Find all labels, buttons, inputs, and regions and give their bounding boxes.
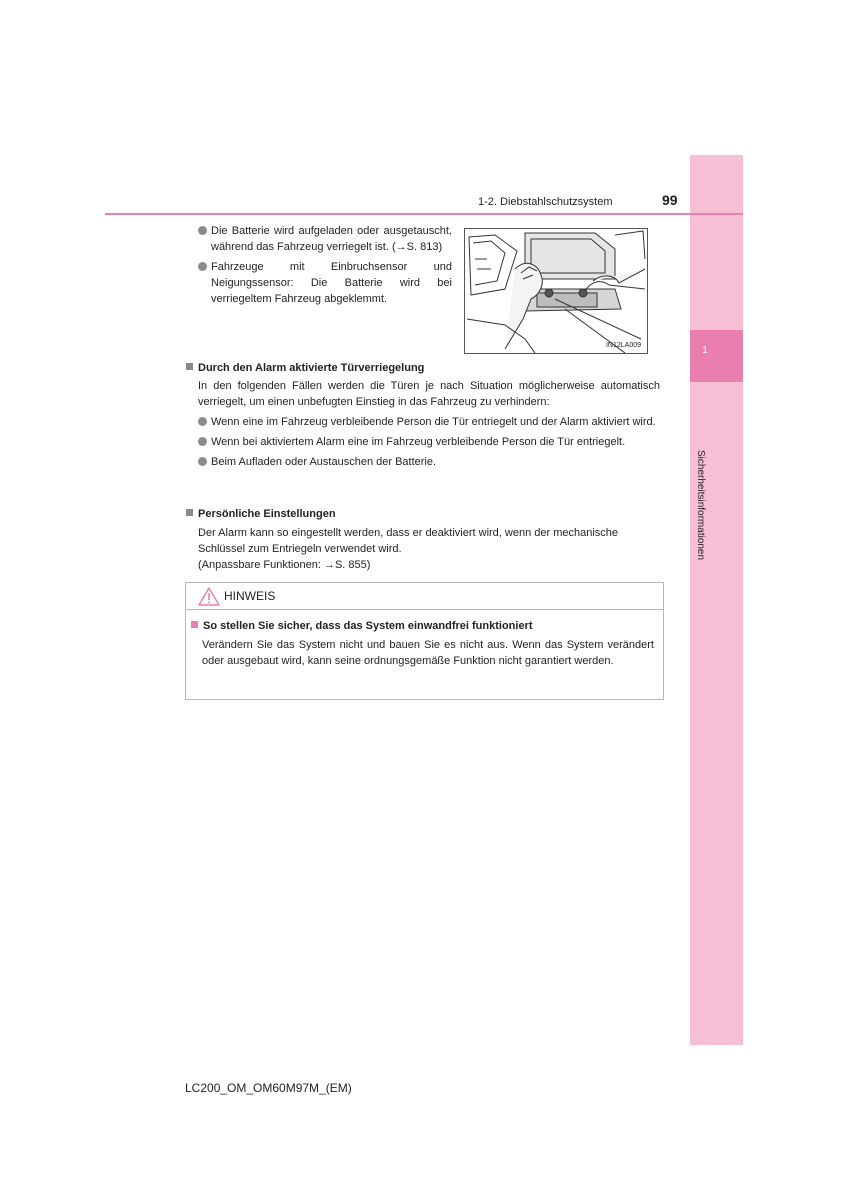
personal-settings-line2: (Anpassbare Funktionen: →S. 855) <box>198 559 371 571</box>
list-item <box>198 223 452 255</box>
bullet-text: Fahrzeuge mit Einbruchsensor und Neigungssensor: Die Batterie wird bei verriegeltem Fahrzeug abgeklemmt. <box>211 261 452 305</box>
battery-hands-illustration <box>465 229 647 353</box>
bullet-text: Wenn bei aktiviertem Alarm eine im Fahrzeug verbleibende Person die Tür entriegelt. <box>211 436 626 448</box>
list-item <box>198 434 660 450</box>
bullet-dot-icon <box>198 417 207 426</box>
door-lock-intro: In den folgenden Fällen werden die Türen je nach Situation möglicherweise automatisch verriegelt, um einen unbefugten Einstieg in das Fahrzeug zu verhindern: <box>198 380 660 408</box>
figure-code: IN12LA009 <box>605 342 641 349</box>
door-lock-heading <box>186 362 424 374</box>
bullet-text: Die Batterie wird aufgeladen oder ausgetauscht, während das Fahrzeug verriegelt ist. (→S. 813) <box>211 225 452 253</box>
personal-settings-line1: Der Alarm kann so eingestellt werden, dass er deaktiviert wird, wenn der mechanische Schlüssel zum Entriegeln verwendet wird. <box>198 527 619 555</box>
door-lock-bullet-list <box>198 414 660 474</box>
list-item <box>198 454 660 470</box>
chapter-side-tab <box>690 155 743 1045</box>
list-item <box>198 414 660 430</box>
header-rule <box>105 213 743 215</box>
bullet-dot-icon <box>198 437 207 446</box>
chapter-side-tab-active <box>690 330 743 382</box>
page-number: 99 <box>662 192 678 208</box>
notice-heading-text: So stellen Sie sicher, dass das System einwandfrei funktioniert <box>203 620 533 632</box>
square-bullet-icon <box>186 363 193 370</box>
bullet-dot-icon <box>198 226 207 235</box>
heading-text: Persönliche Einstellungen <box>198 508 336 520</box>
heading-text: Durch den Alarm aktivierte Türverriegelung <box>198 362 425 374</box>
list-item <box>198 259 452 307</box>
notice-box <box>185 582 664 700</box>
square-bullet-icon <box>186 509 193 516</box>
section-title: 1-2. Diebstahlschutzsystem <box>478 196 613 208</box>
personal-settings-text <box>198 525 660 573</box>
bullet-dot-icon <box>198 457 207 466</box>
top-bullet-list <box>198 223 452 311</box>
square-bullet-icon <box>191 621 198 628</box>
personal-settings-heading <box>186 508 336 520</box>
notice-text: Verändern Sie das System nicht und bauen Sie es nicht aus. Wenn das System verändert oder ausgebaut wird, kann seine ordnungsgemäße Funktion nicht garantiert werden. <box>202 639 654 667</box>
chapter-number: 1 <box>702 345 708 356</box>
chapter-title: Sicherheitsinformationen <box>695 450 706 561</box>
bullet-text: Wenn eine im Fahrzeug verbleibende Person die Tür entriegelt und der Alarm aktiviert wird. <box>211 416 656 428</box>
warning-triangle-icon <box>198 587 220 606</box>
notice-label: HINWEIS <box>224 589 276 603</box>
bullet-dot-icon <box>198 262 207 271</box>
battery-illustration <box>464 228 648 354</box>
notice-header <box>186 583 663 610</box>
footer-code: LC200_OM_OM60M97M_(EM) <box>185 1081 352 1095</box>
bullet-text: Beim Aufladen oder Austauschen der Batterie. <box>211 456 437 468</box>
notice-heading <box>191 620 533 632</box>
